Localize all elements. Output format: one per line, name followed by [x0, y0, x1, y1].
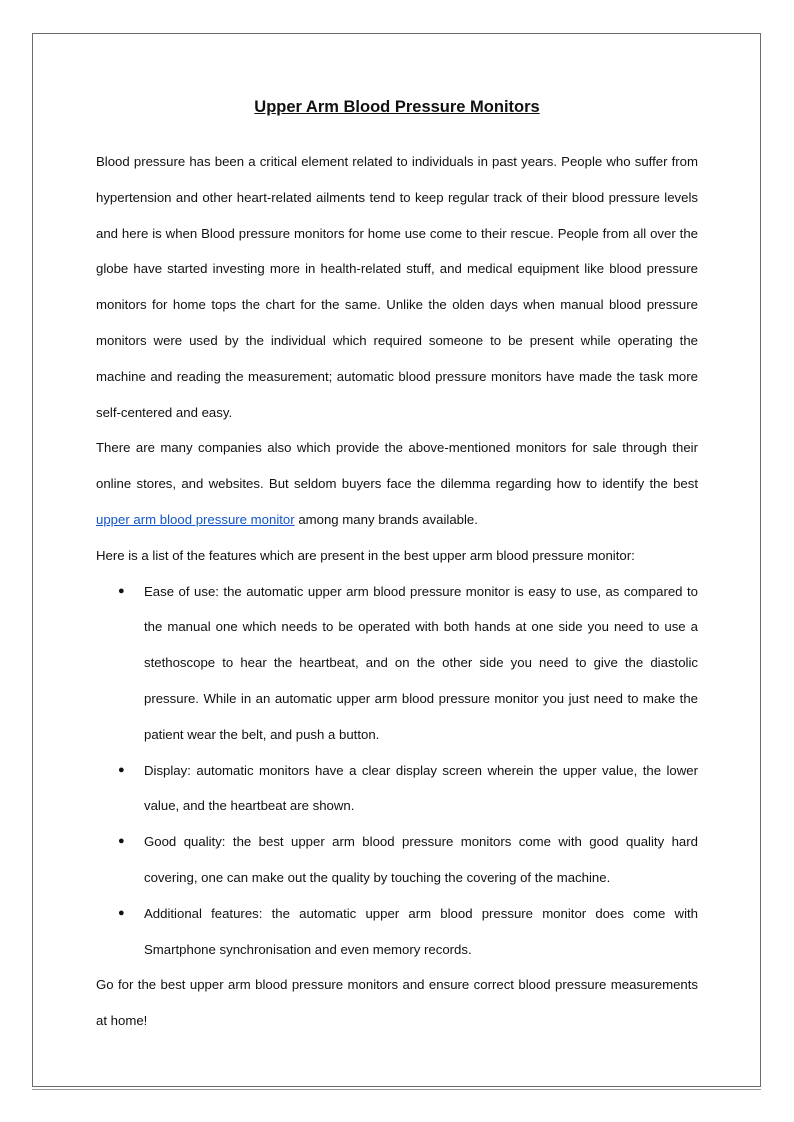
- bullet-icon: ●: [118, 906, 125, 919]
- list-item: [96, 574, 698, 753]
- closing-paragraph: Go for the best upper arm blood pressure monitors and ensure correct blood pressure measurements at home!: [96, 977, 698, 1029]
- bullet-icon: ●: [118, 584, 125, 597]
- page-border-bottom-line: [32, 1089, 761, 1090]
- bullet-icon: ●: [118, 763, 125, 776]
- feature-text: Ease of use: the automatic upper arm blood pressure monitor is easy to use, as compared to the manual one which needs to be operated with both hands at one side you need to use a stethoscope to hear the heartbeat, and on the other side you need to give the diastolic pressure. While in an automatic upper arm blood pressure monitor you just need to make the patient wear the belt, and push a button.: [144, 583, 698, 742]
- feature-text: Display: automatic monitors have a clear display screen wherein the upper value, the lower value, and the heartbeat are shown.: [144, 762, 698, 814]
- page-title: Upper Arm Blood Pressure Monitors: [254, 98, 540, 116]
- features-list: [96, 574, 698, 968]
- companies-paragraph: [96, 430, 698, 537]
- document-body: [96, 96, 698, 1039]
- feature-text: Good quality: the best upper arm blood pressure monitors come with good quality hard covering, one can make out the quality by touching the covering of the machine.: [144, 834, 698, 885]
- bullet-icon: ●: [118, 835, 125, 848]
- after-link-text: among many brands available.: [294, 511, 478, 527]
- list-intro-paragraph: Here is a list of the features which are present in the best upper arm blood pressure monitor:: [96, 547, 635, 563]
- intro-paragraph: Blood pressure has been a critical element related to individuals in past years. People who suffer from hypertension and other heart-related ailments tend to keep regular track of their blood pressure levels and here is when Blood pressure monitors for home use come to their rescue. People from all over the globe have started investing more in health-related stuff, and medical equipment like blood pressure monitors for home tops the chart for the same. Unlike the olden days when manual blood pressure monitors were used by the individual which required someone to be present while operating the machine and reading the measurement; automatic blood pressure monitors have made the task more self-centered and easy.: [96, 154, 698, 420]
- list-item: [96, 753, 698, 825]
- upper-arm-monitor-link[interactable]: upper arm blood pressure monitor: [96, 511, 295, 527]
- companies-text: There are many companies also which provide the above-mentioned monitors for sale through their online stores, and websites. But seldom buyers face the dilemma regarding how to identify the best: [96, 440, 698, 492]
- feature-text: Additional features: the automatic upper arm blood pressure monitor does come with Smartphone synchronisation and even memory records.: [144, 905, 698, 957]
- list-item: [96, 824, 698, 896]
- list-item: [96, 896, 698, 968]
